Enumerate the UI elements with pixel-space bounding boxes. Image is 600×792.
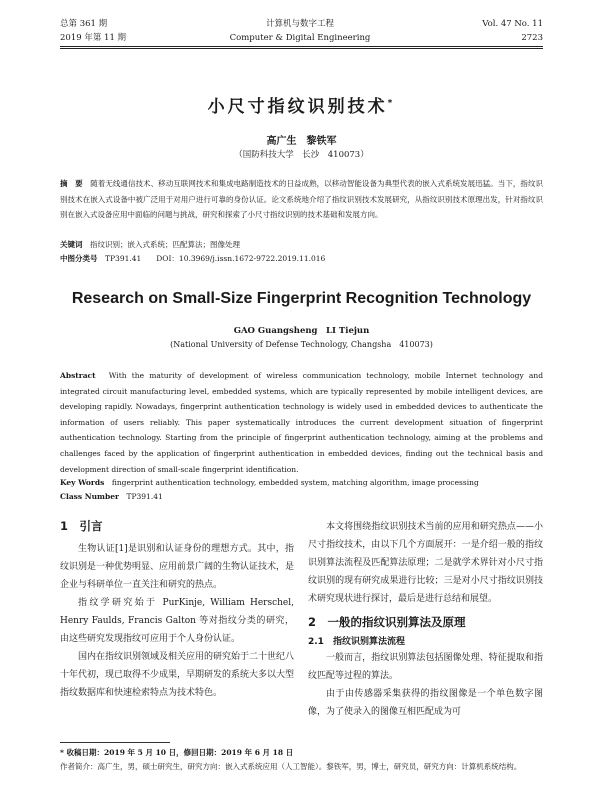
keywords-cn-text: 指纹识别；嵌入式系统；匹配算法；图像处理: [90, 240, 240, 249]
subsection21-number: 2.1: [308, 637, 324, 647]
title-cn: 小尺寸指纹识别技术: [207, 97, 388, 117]
subsection21-heading: [308, 634, 543, 647]
section1-paragraph-2: 指纹学研究始于 PurKinje, William Herschel, Henry Faulds, Francis Galton 等对指纹分类的研究，由这些研究发现指纹可应用于个人身份认证。: [60, 598, 294, 644]
section2-paragraph-2: 由于由传感器采集获得的指纹图像是一个单色数字图像，为了使录入的图像互相匹配成为可: [308, 689, 543, 717]
right-column: [308, 518, 543, 721]
header-rule-thin: [60, 48, 543, 49]
abstract-en: [60, 368, 543, 477]
header-issue-total: 总第 361 期: [60, 19, 108, 29]
section1-paragraph-1: 生物认证[1]是识别和认证身份的理想方式。其中，指纹识别是一种优势明显、应用前景广阔的生物认证技术，是企业与科研单位一直关注和研究的热点。: [60, 544, 295, 590]
authors-cn: 高广生 黎铁军: [266, 136, 337, 147]
classification-cn-label: 中图分类号: [60, 254, 98, 263]
authors-en: GAO Guangsheng LI Tiejun: [233, 326, 370, 336]
section1-title: 引言: [79, 519, 103, 533]
header-page-number: 2723: [521, 33, 543, 43]
keywords-en-text: fingerprint authentication technology, embedded system, matching algorithm, image processing: [111, 478, 479, 487]
abstract-cn-label: 摘 要: [60, 179, 83, 188]
classification-cn: [60, 252, 543, 265]
header-journal-cn: 计算机与数字工程: [265, 19, 334, 29]
abstract-en-text: With the maturity of development of wireless communication technology, mobile Internet technology and integrated circuit manufacturing level, embedded systems, which are typically represented by mobile intelligent devices, are developing rapidly. Nowadays, fingerprint authentication technology is widely used in embedded devices to authenticate the information of users reliably. This paper systematically introduces the current development situation of fingerprint authentication technology. Starting from the principle of fingerprint authentication technology, aiming at the problems and challenges faced by the application of fingerprint authentication in embedded devices, finding out the technical basis and development direction of small-scale fingerprint identification.: [60, 371, 544, 474]
classification-cn-code: TP391.41: [105, 254, 142, 263]
section2-paragraph-1: 一般而言，指纹识别算法包括图像处理、特征提取和指纹匹配等过程的算法。: [308, 653, 543, 681]
header-volume: Vol. 47 No. 11: [482, 19, 543, 29]
title-en: Research on Small-Size Fingerprint Recognition Technology: [71, 290, 532, 307]
title-cn-block: [60, 92, 543, 117]
abstract-en-label: Abstract: [60, 371, 96, 380]
left-column: [60, 518, 294, 702]
subsection21-title: 指纹识别算法流程: [332, 637, 405, 647]
header-issue-year: 2019 年第 11 期: [60, 33, 127, 43]
intro-paragraph: 本文将围绕指纹识别技术当前的应用和研究热点——小尺寸指纹技术，由以下几个方面展开：一是介绍一般的指纹识别算法流程及匹配算法原理；二是就学术界针对小尺寸指纹识别的现有研究成果进行比较；三是对小尺寸指纹识别技术研究现状进行探讨，最后是进行总结和展望。: [308, 522, 543, 604]
section2-title: 一般的指纹识别算法及原理: [327, 615, 466, 629]
abstract-cn: [60, 176, 543, 223]
section1-number: 1: [60, 519, 69, 533]
section2-heading: [308, 614, 543, 630]
keywords-en: [60, 476, 543, 489]
class-number-en-code: TP391.41: [126, 492, 163, 501]
class-number-en: [60, 490, 543, 503]
doi: DOI：10.3969/j.issn.1672-9722.2019.11.016: [156, 254, 326, 263]
section1-heading: [60, 518, 294, 534]
section2-number: 2: [308, 615, 317, 629]
header-journal-en: Computer & Digital Engineering: [229, 33, 371, 43]
keywords-en-label: Key Words: [60, 478, 105, 487]
header-rule: [60, 46, 543, 47]
footnote-author-bio: 作者简介：高广生，男，硕士研究生，研究方向：嵌入式系统应用（人工智能）。黎铁军，男，博士，研究员，研究方向：计算机系统结构。: [60, 762, 522, 771]
section1-paragraph-3: 国内在指纹识别领域及相关应用的研究始于二十世纪八十年代初，现已取得不少成果，早期研发的系统大多以大型指纹数据库和快速检索特点为技术特色。: [60, 652, 295, 698]
footnote-dates: * 收稿日期：2019 年 5 月 10 日，修回日期：2019 年 6 月 18 日: [60, 748, 294, 757]
keywords-cn: [60, 238, 543, 251]
class-number-en-label: Class Number: [60, 492, 119, 501]
footnote-rule: [60, 742, 170, 743]
title-footnote-mark: *: [387, 98, 396, 109]
affiliation-cn: （国防科技大学 长沙 410073）: [234, 150, 369, 160]
footnote: [60, 746, 543, 774]
affiliation-en: (National University of Defense Technology, Changsha 410073): [170, 340, 433, 349]
abstract-cn-text: 随着无线通信技术、移动互联网技术和集成电路制造技术的日益成熟，以移动智能设备为典型代表的嵌入式系统发展迅猛。当下，指纹识别技术在嵌入式设备中被广泛用于对用户进行可靠的身份认证。论文系统地介绍了指纹识别技术发展研究，从指纹识别技术原理出发，针对指纹识别在嵌入式设备应用中面临的问题与挑战，研究和探索了小尺寸指纹识别的技术基础和发展方向。: [60, 179, 544, 220]
keywords-cn-label: 关键词: [60, 240, 83, 249]
